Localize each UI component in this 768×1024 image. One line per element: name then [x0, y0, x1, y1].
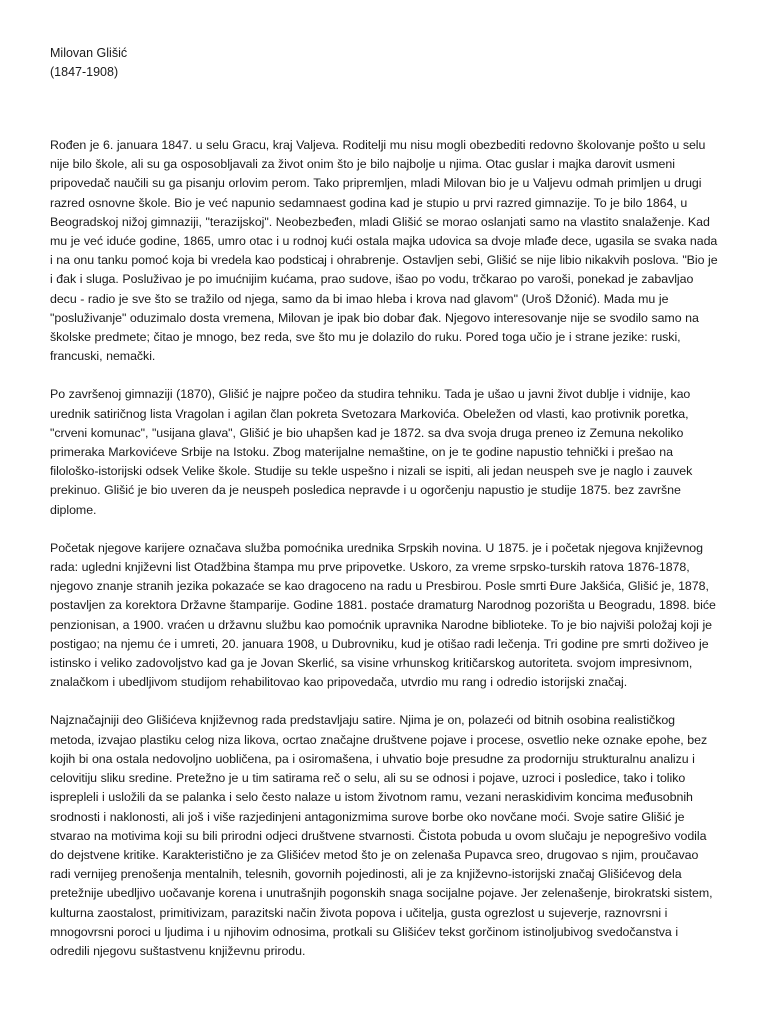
document-header	[50, 44, 720, 82]
paragraph-studies: Po završenoj gimnaziji (1870), Glišić je najpre počeo da studira tehniku. Tada je ušao u javni život dublje i vidnije, kao urednik satiričnog lista Vragolan i agilan član pokreta Svetozara Markovića. Obeležen od vlasti, kao protivnik poretka, "crveni komunac", "usijana glava", Glišić je bio uhapšen kad je 1872. sa dva svoja druga preneo iz Zemuna nekoliko primeraka Markovićeve Srbije na Istoku. Zbog materijalne nemaštine, on je te godine napustio tehnički i prešao na filološko-istorijski odsek Velike škole. Studije su tekle uspešno i nizali se ispiti, ali jedan neuspeh sve je naglo i zauvek prekinuo. Glišić je bio uveren da je neuspeh posledica nepravde i u ogorčenju napustio je studije 1875. bez završne diplome.	[50, 387, 693, 517]
author-name: Milovan Glišić	[50, 46, 128, 60]
author-years: (1847-1908)	[50, 65, 119, 79]
paragraph-career: Početak njegove karijere označava služba pomoćnika urednika Srpskih novina. U 1875. je i početak njegova književnog rada: ugledni književni list Otadžbina štampa mu prve pripovetke. Uskoro, za vreme srpsko-turskih ratova 1876-1878, njegovo znanje stranih jezika pokazaće se kao dragoceno na radu u Presbirou. Posle smrti Đure Jakšića, Glišić je, 1878, postavljen za korektora Državne štamparije. Godine 1881. postaće dramaturg Narodnog pozorišta u Beogradu, 1898. biće penzionisan, a 1900. vraćen u državnu službu kao pomoćnik upravnika Narodne biblioteke. To je bio najviši položaj koji je postigao; na njemu će i umreti, 20. januara 1908, u Dubrovniku, kud je otišao radi lečenja. Tri godine pre smrti doživeo je istinsko i veliko zadovoljstvo kad ga je Jovan Skerlić, sa visine vrhunskog kritičarskog autoriteta. svojom impresivnom, znalačkom i ubedljivom studijom rehabilitovao kao pripovedača, utvrdio mu rang i odredio istorijski značaj.	[50, 540, 716, 690]
paragraph-satires: Najznačajniji deo Glišićeva književnog rada predstavljaju satire. Njima je on, polazeći od bitnih osobina realističkog metoda, izvajao plastiku celog niza likova, ocrtao značajne društvene pojave i procese, osvetlio neke oznake epohe, bez kojih bi ona ostala nedovoljno uobličena, pa i osiromašena, i uhvatio boje presudne za prodorniju strukturalnu analizu i celovitiju sliku sredine. Pretežno je u tim satirama reč o selu, ali su se odnosi i pojave, uzroci i posledice, tako i toliko isprepleli i usložili da se palanka i selo često nalaze u istom životnom ramu, vezani neraskidivim koncima međusobnih srodnosti i naklonosti, ali još i više razjedinjeni antagonizmima surove borbe oko novčane moći. Svoje satire Glišić je stvarao na motivima koji su bili prirodni odjeci društvene stvarnosti. Čistota pobuda u ovom slučaju je nepogrešivo vodila do dejstvene kritike. Karakteristično je za Glišićev metod što je on zelenaša Pupavca sreo, drugovao s njim, proučavao radi vernijeg prenošenja mentalnih, telesnih, govornih pojedinosti, ali je za književno-istorijski značaj Glišićevog dela pretežnije ubedljivo uočavanje korena i unutrašnjih pogonskih snaga socijalne pojave. Jer zelenašenje, birokratski sistem, kulturna zaostalost, primitivizam, parazitski način života popova i učitelja, gusta ogrezlost u sujeverje, raznovrsni i mnogovrsni poroci u ljudima i u njihovim odnosima, protkali su Glišićev tekst gorčinom istinoljubivog svedočanstva i odredili njegovu suštastvenu književnu prirodu.	[50, 713, 713, 958]
document-body	[50, 136, 720, 961]
paragraph-biography-early: Rođen je 6. januara 1847. u selu Gracu, kraj Valjeva. Roditelji mu nisu mogli obezbediti redovno školovanje pošto u selu nije bilo škole, ali su ga osposobljavali za život onim što je bilo najbolje u njima. Otac guslar i majka darovit usmeni pripovedač naučili su ga pisanju orlovim perom. Tako pripremljen, mladi Milovan bio je u Valjevu odmah primljen u drugi razred osnovne škole. Bio je već napunio sedamnaest godina kad je stupio u prvi razred gimnazije. To je bilo 1864, u Beogradskoj nižoj gimnaziji, "terazijskoj". Neobezbeđen, mladi Glišić se morao oslanjati samo na vlastito snalaženje. Kad mu je već iduće godine, 1865, umro otac i u rodnoj kući ostala majka udovica sa dvoje mlađe dece, ugasila se svaka nada i na onu tanku pomoć koja bi vredela kao podsticaj i ohrabrenje. Ostavljen sebi, Glišić se nije libio nikakvih poslova. "Bio je i đak i sluga. Posluživao je po imućnijim kućama, prao sudove, išao po vodu, trčkarao po varoši, ponekad je zabavljao decu - radio je sve što se tražilo od njega, samo da bi imao hleba i krova nad glavom" (Uroš Džonić). Mada mu je "posluživanje" oduzimalo dosta vremena, Milovan je ipak bio dobar đak. Njegovo interesovanje nije se svodilo samo na školske predmete; čitao je mnogo, bez reda, sve što mu je dolazilo do ruku. Pored toga učio je i strane jezike: ruski, francuski, nemački.	[50, 138, 718, 364]
